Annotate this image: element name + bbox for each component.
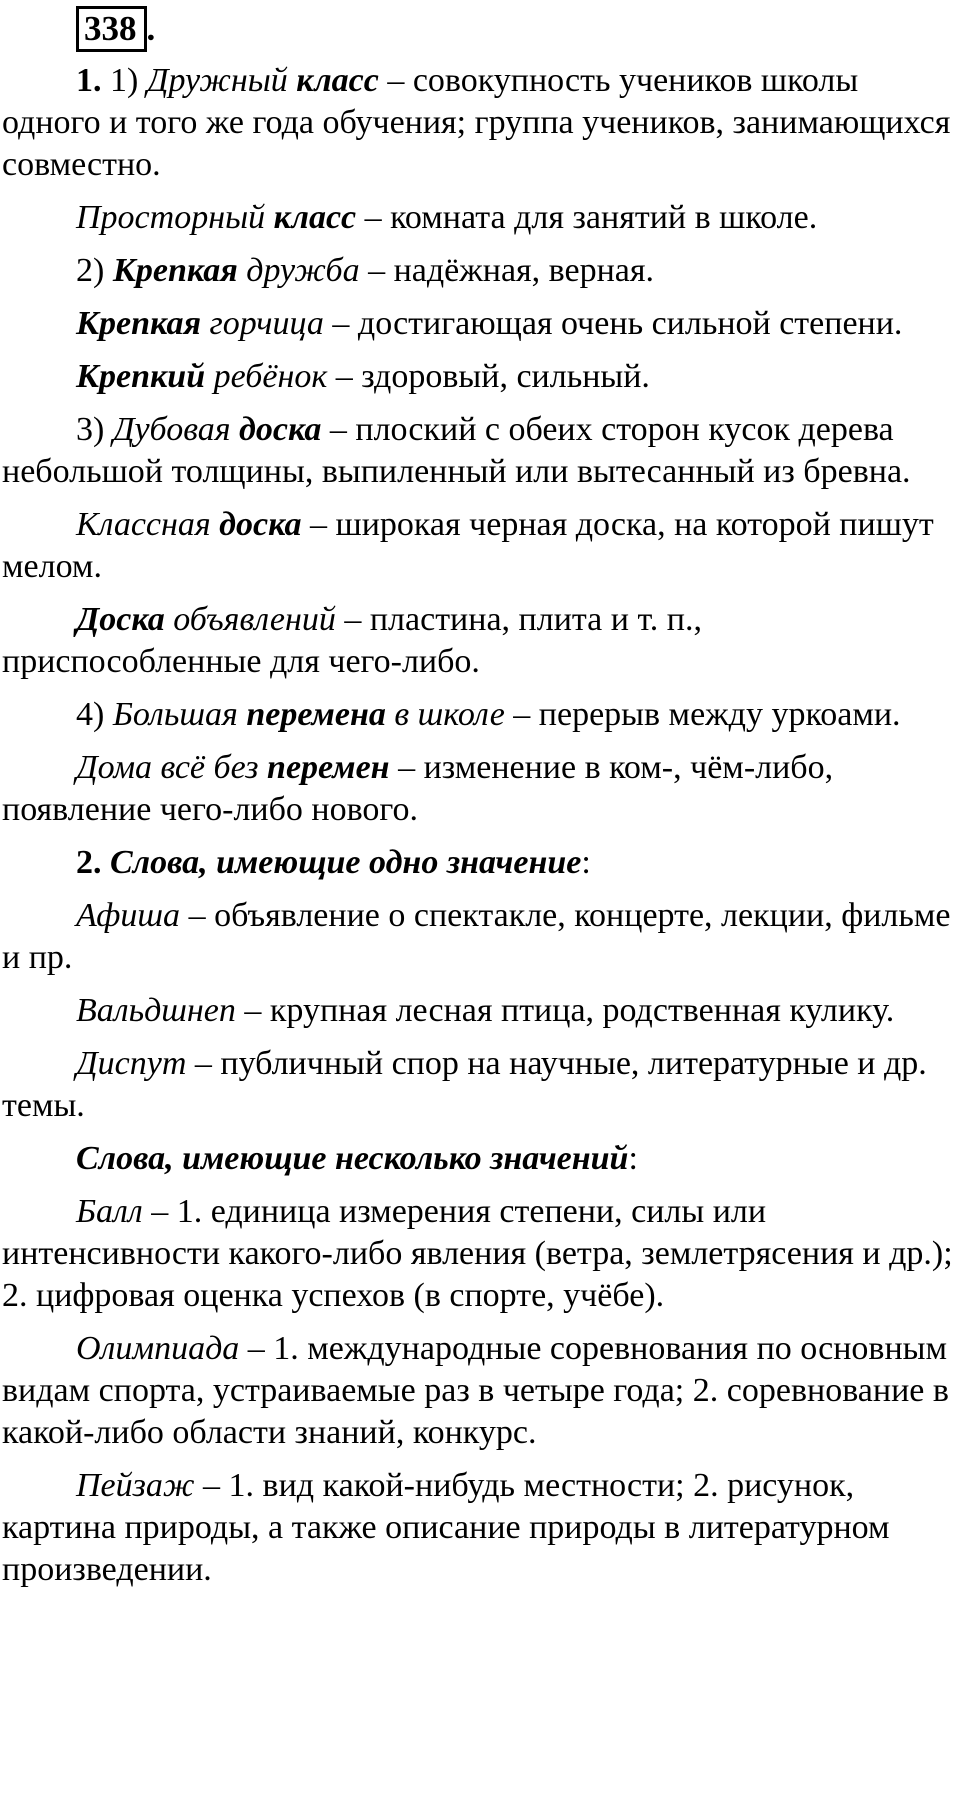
text-run: класс: [296, 62, 379, 99]
text-run: Вальдшнеп: [76, 992, 236, 1029]
text-run: – достигающая очень сильной степени.: [323, 305, 903, 342]
text-run: – совокупность учеников школы одного и того же года обучения; группа учеников, занимающихся совместно.: [2, 62, 951, 183]
paragraph-p7: [2, 504, 960, 588]
paragraph-p17: [2, 1328, 960, 1454]
paragraph-p15: [2, 1138, 960, 1180]
paragraph-p6: [2, 409, 960, 493]
paragraph-p11: [2, 842, 960, 884]
paragraph-p1: [2, 60, 960, 186]
text-run: – публичный спор на научные, литературные и др. темы.: [2, 1045, 927, 1124]
text-run: класс: [273, 199, 357, 236]
text-run: доска: [219, 506, 302, 543]
text-run: 2.: [76, 844, 110, 881]
paragraph-p14: [2, 1043, 960, 1127]
text-run: – перерыв между уркоами.: [504, 696, 901, 733]
text-run: – 1. вид какой-нибудь местности; 2. рисунок, картина природы, а также описание природы в литературном произведении.: [2, 1467, 890, 1588]
text-run: Диспут: [76, 1045, 187, 1082]
text-run: – 1. международные соревнования по основным видам спорта, устраиваемые раз в четыре года; 2. соревнование в какой-либо области знаний, конкурс.: [2, 1330, 949, 1451]
text-run: – изменение в ком-, чём-либо, появление чего-либо нового.: [2, 749, 834, 828]
text-run: Пейзаж: [76, 1467, 195, 1504]
text-run: ребёнок: [205, 358, 328, 395]
text-run: Классная: [76, 506, 220, 543]
text-run: перемена: [246, 696, 386, 733]
text-run: в школе: [385, 696, 505, 733]
text-run: объявлений: [164, 601, 336, 638]
text-run: :: [581, 844, 591, 881]
text-run: доска: [239, 411, 322, 448]
text-run: 1): [101, 62, 147, 99]
text-run: :: [628, 1140, 638, 1177]
text-run: – здоровый, сильный.: [327, 358, 650, 395]
exercise-number: 338: [76, 6, 147, 52]
text-run: – объявление о спектакле, концерте, лекции, фильме и пр.: [2, 897, 951, 976]
paragraph-p18: [2, 1465, 960, 1591]
text-run: Крепкая: [112, 252, 238, 289]
text-body: [2, 60, 960, 1591]
text-run: Крепкий: [76, 358, 206, 395]
paragraph-p5: [2, 356, 960, 398]
paragraph-p9: [2, 694, 960, 736]
paragraph-p3: [2, 250, 960, 292]
text-run: 3): [76, 411, 113, 448]
exercise-header: [2, 6, 960, 52]
text-run: – комната для занятий в школе.: [356, 199, 818, 236]
text-run: Просторный: [76, 199, 274, 236]
text-run: Большая: [112, 696, 247, 733]
text-run: 2): [76, 252, 113, 289]
paragraph-p2: [2, 197, 960, 239]
text-run: Доска: [76, 601, 165, 638]
text-run: – широкая черная доска, на которой пишут мелом.: [2, 506, 934, 585]
text-run: горчица: [200, 305, 324, 342]
text-run: Слова, имеющие одно значение: [110, 844, 582, 881]
text-run: Дружный: [146, 62, 297, 99]
exercise-number-dot: .: [146, 9, 156, 48]
text-run: – плоский с обеих сторон кусок дерева небольшой толщины, выпиленный или вытесанный из бревна.: [2, 411, 911, 490]
paragraph-p12: [2, 895, 960, 979]
text-run: Дубовая: [112, 411, 240, 448]
paragraph-p13: [2, 990, 960, 1032]
text-run: Балл: [76, 1193, 143, 1230]
text-run: перемен: [267, 749, 390, 786]
text-run: – 1. единица измерения степени, силы или интенсивности какого-либо явления (ветра, землетрясения и др.); 2. цифровая оценка успехов (в спорте, учёбе).: [2, 1193, 953, 1314]
text-run: 4): [76, 696, 113, 733]
text-run: Слова, имеющие несколько значений: [76, 1140, 629, 1177]
text-run: Афиша: [76, 897, 181, 934]
text-run: дружба: [237, 252, 360, 289]
paragraph-p16: [2, 1191, 960, 1317]
paragraph-p8: [2, 599, 960, 683]
text-run: – надёжная, верная.: [359, 252, 655, 289]
text-run: – пластина, плита и т. п., приспособленные для чего-либо.: [2, 601, 702, 680]
paragraph-p4: [2, 303, 960, 345]
text-run: Олимпиада: [76, 1330, 240, 1367]
text-run: Дома всё без: [76, 749, 268, 786]
text-run: – крупная лесная птица, родственная кулику.: [235, 992, 895, 1029]
text-run: Крепкая: [76, 305, 201, 342]
text-run: 1.: [76, 62, 102, 99]
paragraph-p10: [2, 747, 960, 831]
